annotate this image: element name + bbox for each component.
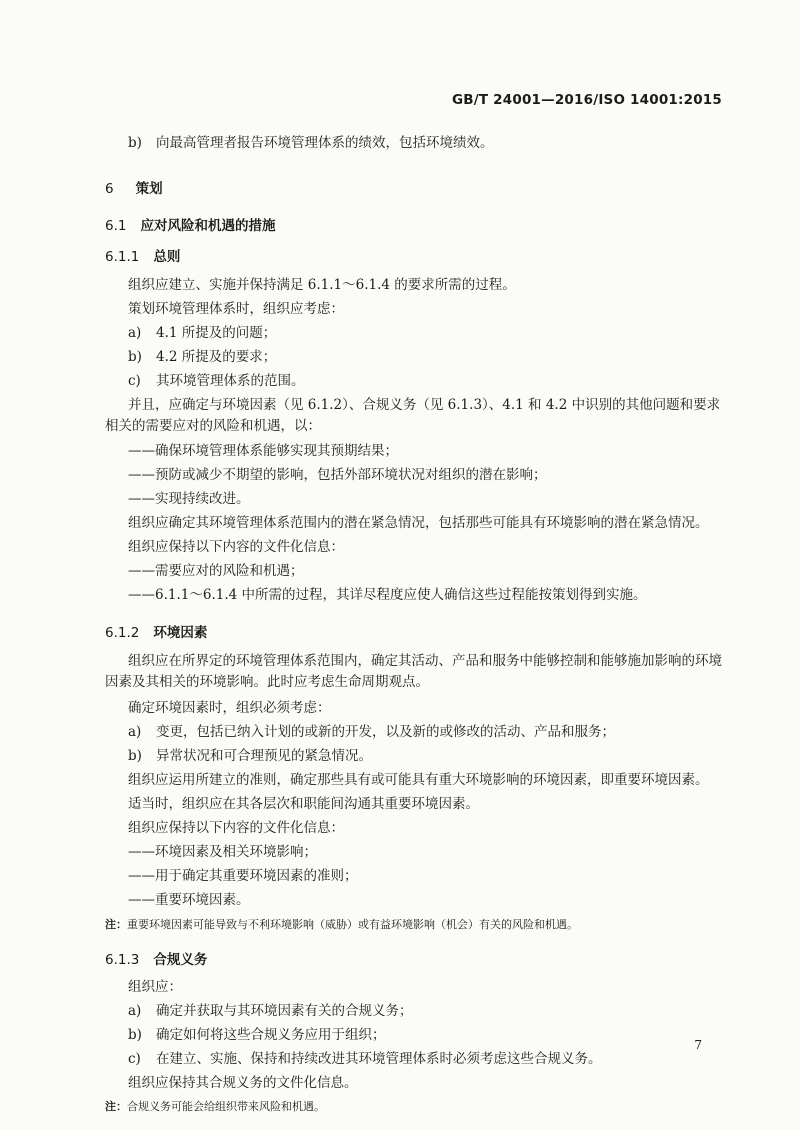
section-title: 应对风险和机遇的措施 (140, 218, 276, 234)
paragraph: 确定环境因素时，组织必须考虑： (128, 700, 331, 716)
dash-item: ——环境因素及相关环境影响； (128, 844, 317, 860)
paragraph: 组织应在所界定的环境管理体系范围内，确定其活动、产品和服务中能够控制和能够施加影响的环境因素及其相关的环境影响。此时应考虑生命周期观点。 (105, 653, 722, 690)
paragraph: 组织应保持其合规义务的文件化信息。 (128, 1075, 358, 1091)
paragraph: 组织应运用所建立的准则，确定那些具有或可能具有重大环境影响的环境因素，即重要环境因素。 (128, 772, 709, 788)
paragraph: 组织应保持以下内容的文件化信息： (128, 820, 344, 836)
paragraph: 组织应保持以下内容的文件化信息： (128, 539, 344, 555)
note (105, 916, 578, 932)
section-heading-6-1-2 (105, 621, 207, 641)
list-marker: a) (128, 1003, 142, 1019)
list-text: 异常状况和可合理预见的紧急情况。 (156, 748, 372, 764)
section-heading-6 (105, 177, 163, 197)
section-number: 6.1.3 (105, 952, 140, 968)
note-text: 合规义务可能会给组织带来风险和机遇。 (127, 1100, 325, 1113)
list-text: 确定如何将这些合规义务应用于组织； (156, 1027, 386, 1043)
paragraph: 适当时，组织应在其各层次和职能间沟通其重要环境因素。 (128, 796, 479, 812)
standard-code: GB/T 24001—2016/ISO 14001:2015 (451, 92, 722, 108)
section-number: 6.1.1 (105, 249, 140, 265)
list-text: 其环境管理体系的范围。 (156, 373, 305, 389)
list-item (128, 132, 722, 154)
list-text: 变更，包括已纳入计划的或新的开发，以及新的或修改的活动、产品和服务； (156, 724, 615, 740)
dash-item: ——用于确定其重要环境因素的准则； (128, 868, 358, 884)
list-marker: c) (128, 1051, 141, 1067)
section-number: 6.1.2 (105, 625, 140, 641)
section-number: 6 (105, 181, 114, 197)
paragraph: 组织应确定其环境管理体系范围内的潜在紧急情况，包括那些可能具有环境影响的潜在紧急情况。 (128, 515, 709, 531)
list-item (128, 745, 722, 767)
list-item (128, 1048, 722, 1070)
list-item (128, 721, 722, 743)
section-heading-6-1 (105, 214, 275, 234)
paragraph: 组织应： (128, 979, 182, 995)
list-marker: b) (128, 748, 142, 764)
paragraph: 组织应建立、实施并保持满足 6.1.1～6.1.4 的要求所需的过程。 (128, 277, 516, 293)
section-title: 策划 (135, 181, 163, 197)
list-marker: b) (128, 349, 142, 365)
section-title: 环境因素 (153, 625, 208, 641)
note-label: 注： (105, 918, 127, 931)
section-heading-6-1-3 (105, 948, 207, 968)
list-text: 确定并获取与其环境因素有关的合规义务； (156, 1003, 413, 1019)
list-item (128, 1000, 722, 1022)
dash-item: ——实现持续改进。 (128, 491, 250, 507)
section-title: 合规义务 (153, 952, 208, 968)
list-marker: a) (128, 724, 142, 740)
section-number: 6.1 (105, 218, 127, 234)
list-item (128, 1024, 722, 1046)
dash-item: ——预防或减少不期望的影响，包括外部环境状况对组织的潜在影响； (128, 467, 547, 483)
list-text: 向最高管理者报告环境管理体系的绩效，包括环境绩效。 (156, 135, 494, 151)
note (105, 1098, 325, 1114)
list-marker: b) (128, 135, 142, 151)
list-marker: b) (128, 1027, 142, 1043)
list-text: 4.1 所提及的问题； (156, 325, 277, 341)
dash-item: ——需要应对的风险和机遇； (128, 563, 304, 579)
dash-item: ——确保环境管理体系能够实现其预期结果； (128, 443, 398, 459)
paragraph: 并且，应确定与环境因素（见 6.1.2）、合规义务（见 6.1.3）、4.1 和 4.2 中识别的其他问题和要求相关的需要应对的风险和机遇，以： (105, 397, 721, 434)
list-marker: c) (128, 373, 141, 389)
note-text: 重要环境因素可能导致与不利环境影响（威胁）或有益环境影响（机会）有关的风险和机遇。 (127, 918, 578, 931)
list-marker: a) (128, 325, 142, 341)
note-label: 注： (105, 1100, 127, 1113)
paragraph: 策划环境管理体系时，组织应考虑： (128, 301, 344, 317)
section-title: 总则 (153, 249, 181, 265)
list-item (128, 346, 722, 368)
list-text: 在建立、实施、保持和持续改进其环境管理体系时必须考虑这些合规义务。 (156, 1051, 602, 1067)
list-item (128, 322, 722, 344)
list-item (128, 370, 722, 392)
dash-item: ——重要环境因素。 (128, 892, 250, 908)
section-heading-6-1-1 (105, 245, 180, 265)
dash-item: ——6.1.1～6.1.4 中所需的过程，其详尽程度应使人确信这些过程能按策划得到实施。 (128, 587, 647, 603)
page-number: 7 (694, 1038, 702, 1052)
list-text: 4.2 所提及的要求； (156, 349, 277, 365)
